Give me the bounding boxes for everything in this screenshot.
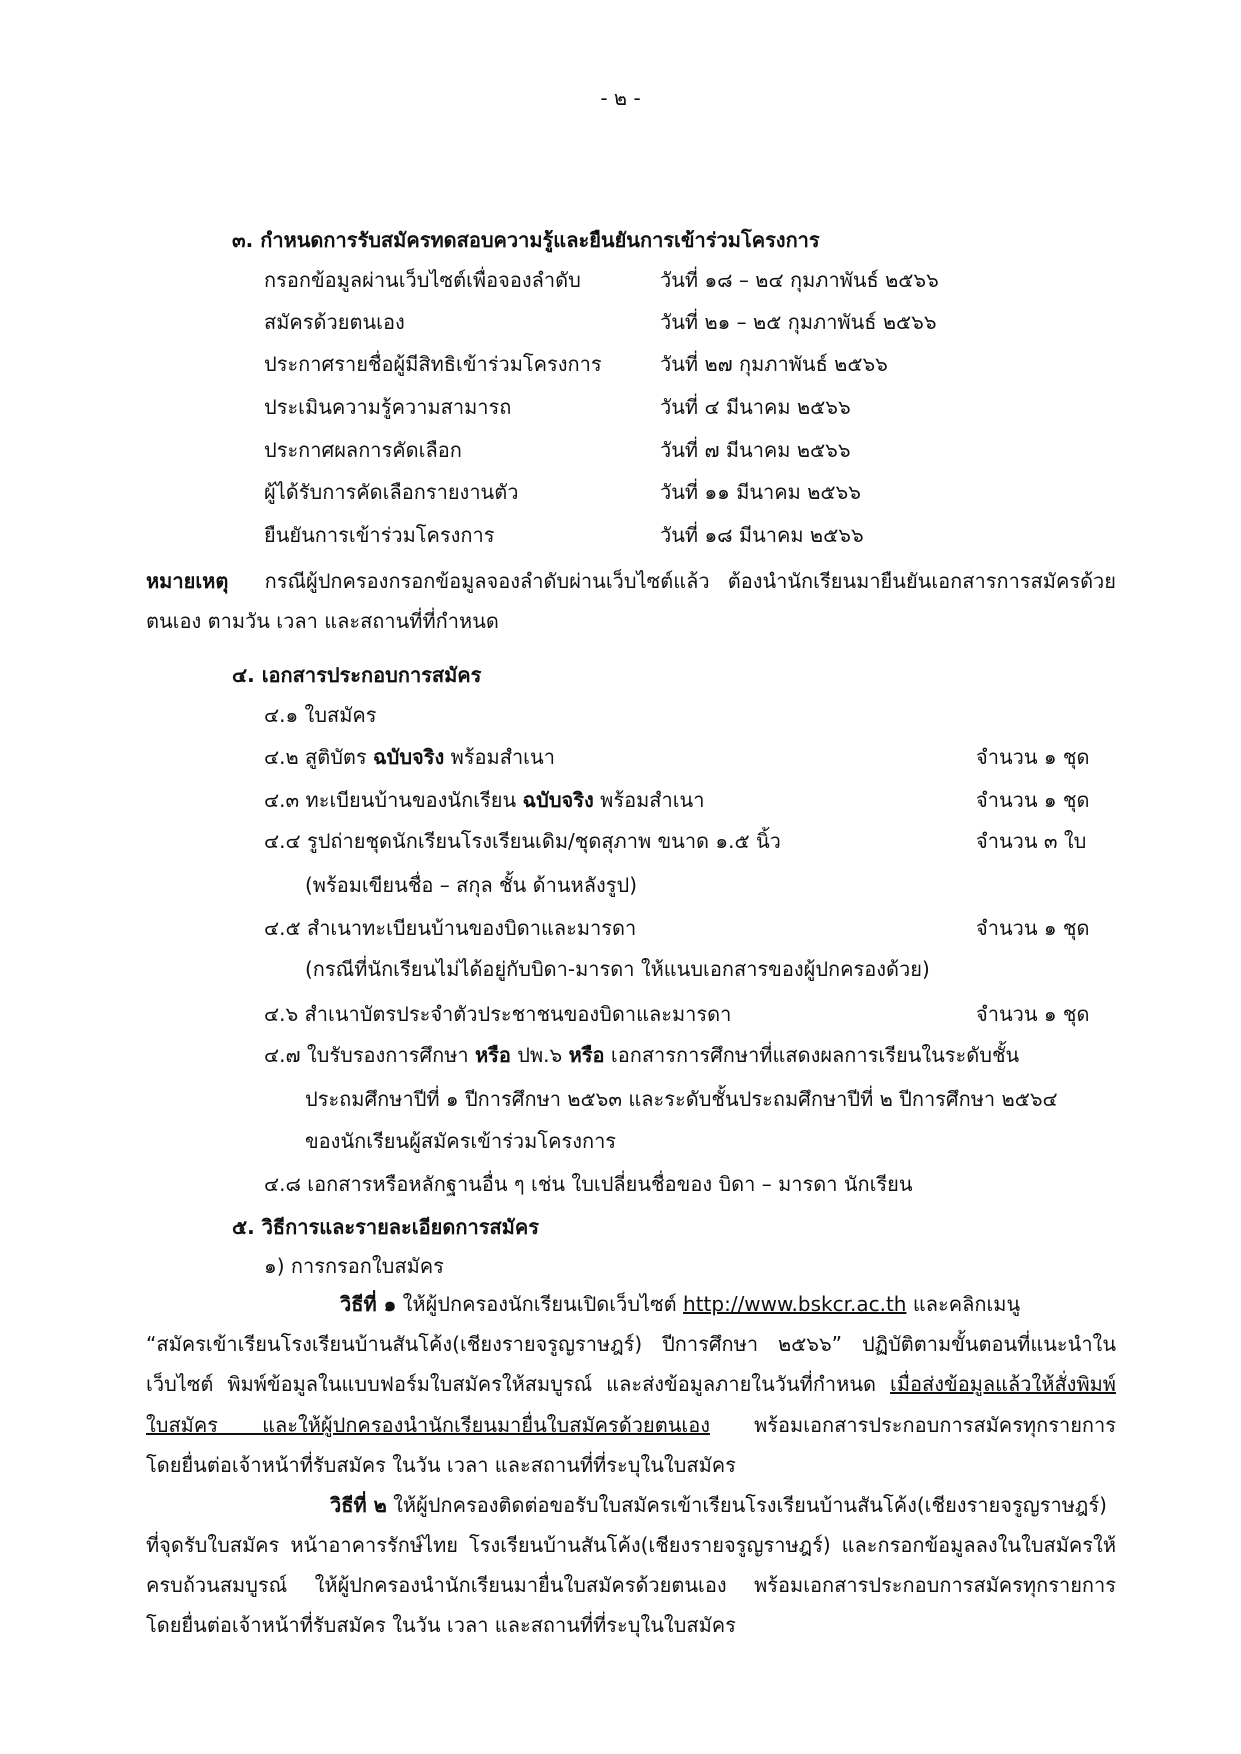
schedule-label: ประกาศผลการคัดเลือก xyxy=(264,438,462,462)
method-1-line-2: “สมัครเข้าเรียนโรงเรียนบ้านสันโค้ง(เชียงรายจรูญราษฎร์) ปีการศึกษา ๒๕๖๖” ปฏิบัติตามขั้นตอนที่แนะนำใน xyxy=(146,1332,1116,1356)
method-2-line-2: ที่จุดรับใบสมัคร หน้าอาคารรักษ์ไทย โรงเรียนบ้านสันโค้ง(เชียงรายจรูญราษฎร์) และกรอกข้อมูลลงในใบสมัครให้ xyxy=(146,1533,1116,1557)
doc-item-4-3: ๔.๓ ทะเบียนบ้านของนักเรียน ฉบับจริง พร้อมสำเนา จำนวน ๑ ชุด xyxy=(264,788,1090,812)
method-1-line-4: ใบสมัคร และให้ผู้ปกครองนำนักเรียนมายื่นใบสมัครด้วยตนเอง พร้อมเอกสารประกอบการสมัครทุกรายการ xyxy=(146,1413,1116,1437)
section3-heading: ๓. กำหนดการรับสมัครทดสอบความรู้และยืนยันการเข้าร่วมโครงการ xyxy=(232,228,820,252)
doc-quantity: จำนวน ๑ ชุด xyxy=(976,788,1090,812)
method-2-line-3: ครบถ้วนสมบูรณ์ ให้ผู้ปกครองนำนักเรียนมายื่นใบสมัครด้วยตนเอง พร้อมเอกสารประกอบการสมัครทุกรายการ xyxy=(146,1573,1116,1597)
schedule-date: วันที่ ๑๘ – ๒๔ กุมภาพันธ์ ๒๕๖๖ xyxy=(660,268,939,292)
schedule-label: ผู้ได้รับการคัดเลือกรายงานตัว xyxy=(264,480,519,504)
method-1-line-1: วิธีที่ ๑ ให้ผู้ปกครองนักเรียนเปิดเว็บไซต์ http://www.bskcr.ac.th และคลิกเมนู xyxy=(340,1292,1021,1316)
schedule-label: กรอกข้อมูลผ่านเว็บไซต์เพื่อจองลำดับ xyxy=(264,268,581,292)
schedule-date: วันที่ ๒๑ – ๒๕ กุมภาพันธ์ ๒๕๖๖ xyxy=(660,310,937,334)
method-1-label: วิธีที่ ๑ xyxy=(340,1292,397,1316)
doc-item-4-2: ๔.๒ สูติบัตร ฉบับจริง พร้อมสำเนา จำนวน ๑ ชุด xyxy=(264,745,1090,769)
doc-quantity: จำนวน ๑ ชุด xyxy=(976,916,1090,940)
doc-item-4-4-note: (พร้อมเขียนชื่อ – สกุล ชั้น ด้านหลังรูป) xyxy=(305,873,637,897)
schedule-date: วันที่ ๒๗ กุมภาพันธ์ ๒๕๖๖ xyxy=(660,352,888,376)
doc-item-4-5-note: (กรณีที่นักเรียนไม่ได้อยู่กับบิดา-มารดา ให้แนบเอกสารของผู้ปกครองด้วย) xyxy=(305,957,930,981)
schedule-label: สมัครด้วยตนเอง xyxy=(264,310,405,334)
note-line xyxy=(146,567,1116,595)
schedule-label: ยืนยันการเข้าร่วมโครงการ xyxy=(264,523,495,547)
doc-item-4-1: ๔.๑ ใบสมัคร xyxy=(264,703,377,727)
doc-item-4-7-line-3: ของนักเรียนผู้สมัครเข้าร่วมโครงการ xyxy=(305,1129,617,1153)
schedule-date: วันที่ ๔ มีนาคม ๒๕๖๖ xyxy=(660,395,851,419)
schedule-label: ประกาศรายชื่อผู้มีสิทธิเข้าร่วมโครงการ xyxy=(264,352,602,376)
doc-quantity: จำนวน ๓ ใบ xyxy=(976,829,1087,853)
note-text: กรณีผู้ปกครองกรอกข้อมูลจองลำดับผ่านเว็บไซต์แล้ว ต้องนำนักเรียนมายืนยันเอกสารการสมัครด้วย xyxy=(264,569,1116,593)
schedule-date: วันที่ ๑๘ มีนาคม ๒๕๖๖ xyxy=(660,523,864,547)
method-2-line-1: วิธีที่ ๒ ให้ผู้ปกครองติดต่อขอรับใบสมัครเข้าเรียนโรงเรียนบ้านสันโค้ง(เชียงรายจรูญราษฎร์) xyxy=(330,1493,1107,1517)
doc-quantity: จำนวน ๑ ชุด xyxy=(976,745,1090,769)
page-number: - ๒ - xyxy=(600,86,641,110)
doc-item-4-5: ๔.๕ สำเนาทะเบียนบ้านของบิดาและมารดา จำนวน ๑ ชุด xyxy=(264,916,1090,940)
doc-item-4-4: ๔.๔ รูปถ่ายชุดนักเรียนโรงเรียนเดิม/ชุดสุภาพ ขนาด ๑.๕ นิ้ว จำนวน ๓ ใบ xyxy=(264,829,1087,853)
schedule-label: ประเมินความรู้ความสามารถ xyxy=(264,395,512,419)
section5-sub-1: ๑) การกรอกใบสมัคร xyxy=(264,1254,444,1278)
method-2-label: วิธีที่ ๒ xyxy=(330,1493,387,1517)
note-line-2: ตนเอง ตามวัน เวลา และสถานที่ที่กำหนด xyxy=(146,609,499,633)
doc-item-4-6: ๔.๖ สำเนาบัตรประจำตัวประชาชนของบิดาและมารดา จำนวน ๑ ชุด xyxy=(264,1002,1090,1026)
doc-item-4-8: ๔.๘ เอกสารหรือหลักฐานอื่น ๆ เช่น ใบเปลี่ยนชื่อของ บิดา – มารดา นักเรียน xyxy=(264,1172,913,1196)
method-1-line-5: โดยยื่นต่อเจ้าหน้าที่รับสมัคร ในวัน เวลา และสถานที่ที่ระบุในใบสมัคร xyxy=(146,1453,736,1477)
section5-heading: ๕. วิธีการและรายละเอียดการสมัคร xyxy=(232,1215,539,1239)
schedule-date: วันที่ ๗ มีนาคม ๒๕๖๖ xyxy=(660,438,851,462)
doc-quantity: จำนวน ๑ ชุด xyxy=(976,1002,1090,1026)
doc-item-4-7-line-2: ประถมศึกษาปีที่ ๑ ปีการศึกษา ๒๕๖๓ และระดับชั้นประถมศึกษาปีที่ ๒ ปีการศึกษา ๒๕๖๔ xyxy=(305,1087,1058,1111)
method-2-line-4: โดยยื่นต่อเจ้าหน้าที่รับสมัคร ในวัน เวลา และสถานที่ที่ระบุในใบสมัคร xyxy=(146,1613,736,1637)
schedule-date: วันที่ ๑๑ มีนาคม ๒๕๖๖ xyxy=(660,480,861,504)
note-label: หมายเหตุ xyxy=(146,569,229,593)
doc-item-4-7: ๔.๗ ใบรับรองการศึกษา หรือ ปพ.๖ หรือ เอกสารการศึกษาที่แสดงผลการเรียนในระดับชั้น xyxy=(264,1043,1020,1067)
section4-heading: ๔. เอกสารประกอบการสมัคร xyxy=(232,663,482,687)
method-1-line-3: เว็บไซต์ พิมพ์ข้อมูลในแบบฟอร์มใบสมัครให้สมบูรณ์ และส่งข้อมูลภายในวันที่กำหนด เมื่อส่งข้อมูลแล้วให้สั่งพิมพ์ xyxy=(146,1372,1116,1396)
school-website-link[interactable]: http://www.bskcr.ac.th xyxy=(683,1292,907,1316)
